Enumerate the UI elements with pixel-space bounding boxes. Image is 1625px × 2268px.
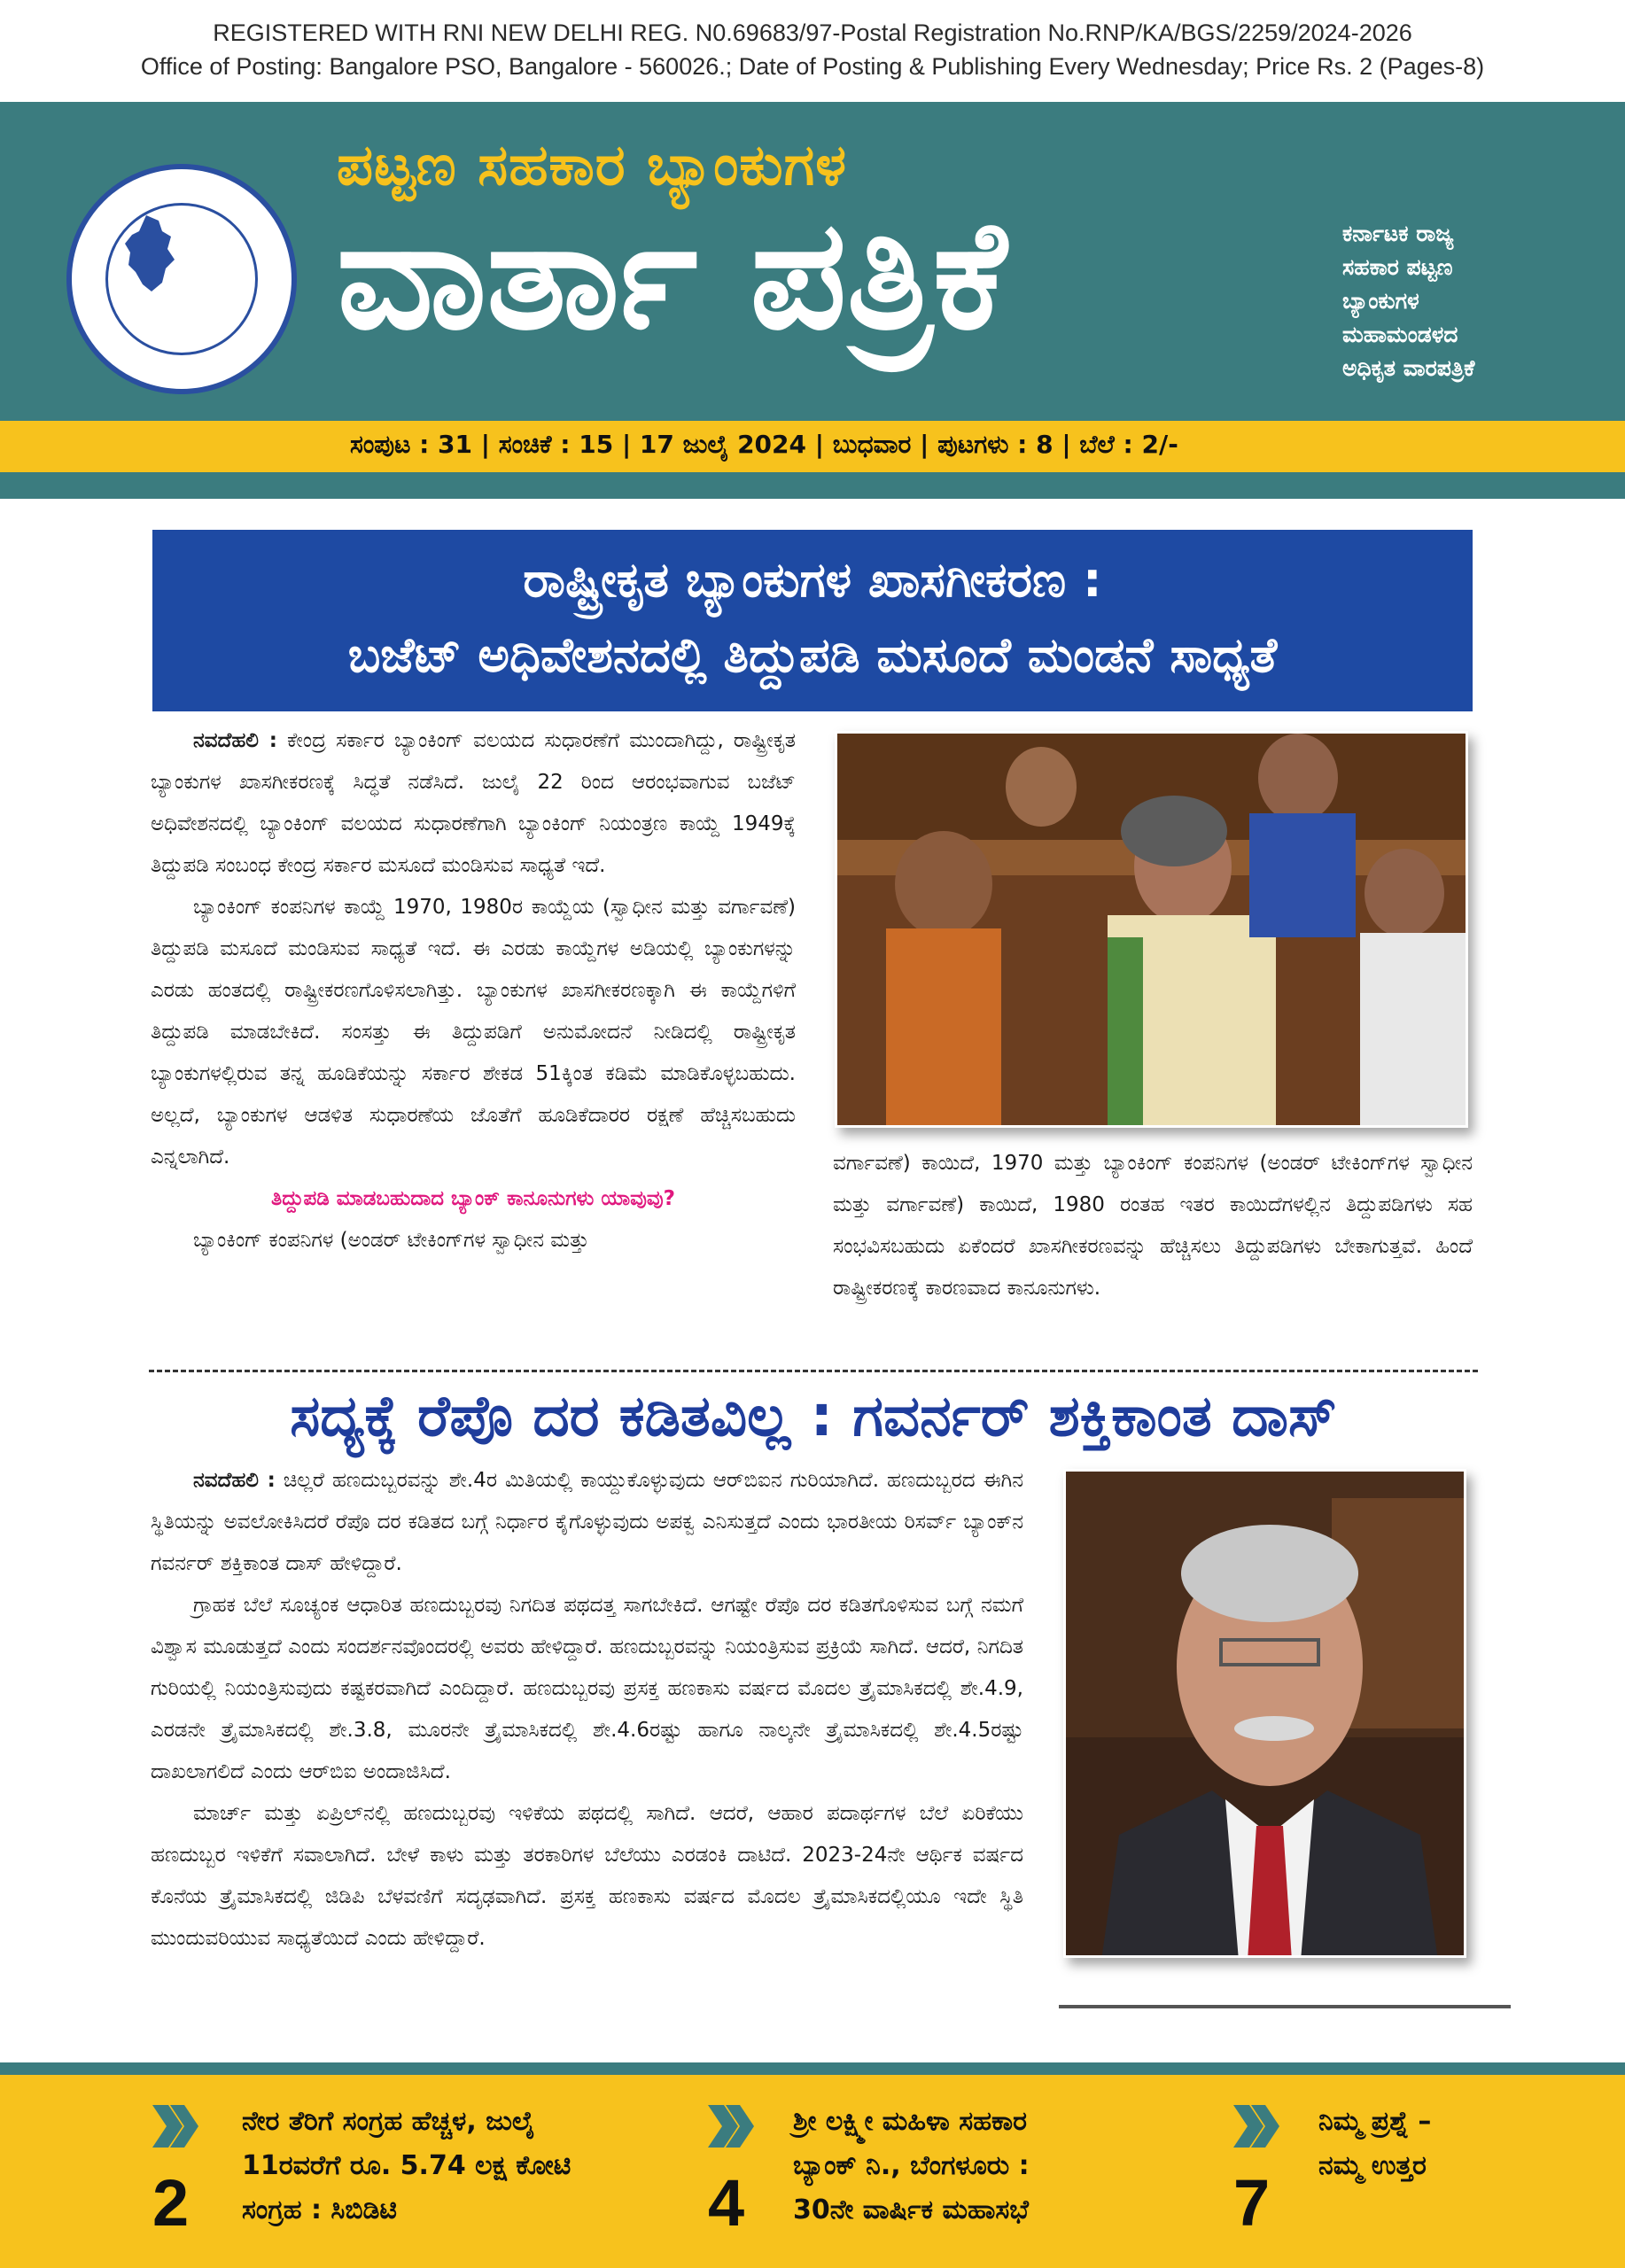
article1-para1: ಕೇಂದ್ರ ಸರ್ಕಾರ ಬ್ಯಾಂಕಿಂಗ್ ವಲಯದ ಸುಧಾರಣೆಗೆ ಮುಂದಾಗಿದ್ದು, ರಾಷ್ಟ್ರೀಕೃತ ಬ್ಯಾಂಕುಗಳ ಖಾಸಗೀಕರಣಕ್ಕೆ ಸಿದ್ಧತೆ ನಡೆಸಿದೆ. ಜುಲೈ 22 ರಿಂದ ಆರಂಭವಾಗುವ ಬಜೆಟ್ ಅಧಿವೇಶನದಲ್ಲಿ ಬ್ಯಾಂಕಿಂಗ್ ವಲಯದ ಸುಧಾರಣೆಗಾಗಿ ಬ್ಯಾಂಕಿಂಗ್ ನಿಯಂತ್ರಣ ಕಾಯ್ದೆ 1949ಕ್ಕೆ ತಿದ್ದುಪಡಿ ಸಂಬಂಧ ಕೇಂದ್ರ ಸರ್ಕಾರ ಮಸೂದೆ ಮಂಡಿಸುವ ಸಾಧ್ಯತೆ ಇದೆ. [151, 729, 796, 877]
teaser-line: 11ರವರೆಗೆ ರೂ. 5.74 ಲಕ್ಷ ಕೋಟಿ [242, 2150, 571, 2181]
section-divider [149, 1370, 1478, 1372]
governor-photo [1063, 1469, 1466, 1958]
article1-dateline: ನವದೆಹಲಿ : [193, 729, 277, 752]
article1-column-left [151, 720, 796, 1262]
article2-para1: ಚಿಲ್ಲರೆ ಹಣದುಬ್ಬರವನ್ನು ಶೇ.4ರ ಮಿತಿಯಲ್ಲಿ ಕಾಯ್ದುಕೊಳ್ಳುವುದು ಆರ್‌ಬಿಐನ ಗುರಿಯಾಗಿದೆ. ಹಣದುಬ್ಬರದ ಈಗಿನ ಸ್ಥಿತಿಯನ್ನು ಅವಲೋಕಿಸಿದರೆ ರೆಪೊ ದರ ಕಡಿತದ ಬಗ್ಗೆ ನಿರ್ಧಾರ ಕೈಗೊಳ್ಳುವುದು ಅಪಕ್ವ ಎನಿಸುತ್ತದೆ ಎಂದು ಭಾರತೀಯ ರಿಸರ್ವ್ ಬ್ಯಾಂಕ್‌ನ ಗವರ್ನರ್ ಶಕ್ತಿಕಾಂತ ದಾಸ್ ಹೇಳಿದ್ದಾರೆ. [151, 1469, 1023, 1575]
right-info-line: ಬ್ಯಾಂಕುಗಳ [1342, 288, 1419, 314]
right-info-line: ಕರ್ನಾಟಕ ರಾಜ್ಯ [1342, 221, 1454, 246]
teaser-line: ನೇರ ತೆರಿಗೆ ಸಂಗ್ರಹ ಹೆಚ್ಚಳ, ಜುಲೈ [242, 2106, 535, 2137]
article1-headline-line1: ರಾಷ್ಟ್ರೀಕೃತ ಬ್ಯಾಂಕುಗಳ ಖಾಸಗೀಕರಣ : [523, 552, 1102, 608]
teaser-line: ನಮ್ಮ ಉತ್ತರ [1318, 2150, 1427, 2181]
issue-info-text: ಸಂಪುಟ : 31 | ಸಂಚಿಕೆ : 15 | 17 ಜುಲೈ 2024 | ಬುಧವಾರ | ಪುಟಗಳು : 8 | ಬೆಲೆ : 2/- [350, 430, 1178, 459]
teaser-line: ಬ್ಯಾಂಕ್ ನಿ., ಬೆಂಗಳೂರು : [793, 2150, 1030, 2181]
registration-line-1: REGISTERED WITH RNI NEW DELHI REG. N0.69683/97-Postal Registration No.RNP/KA/BGS/2259/2024-2026 [213, 19, 1412, 46]
teaser-page-number: 7 [1233, 2166, 1271, 2240]
footer-teasers [0, 2075, 1625, 2268]
teaser-line: ಶ್ರೀ ಲಕ್ಷ್ಮೀ ಮಹಿಳಾ ಸಹಕಾರ [793, 2106, 1027, 2137]
article1-para2: ಬ್ಯಾಂಕಿಂಗ್ ಕಂಪನಿಗಳ ಕಾಯ್ದೆ 1970, 1980ರ ಕಾಯ್ದೆಯ (ಸ್ವಾಧೀನ ಮತ್ತು ವರ್ಗಾವಣೆ) ತಿದ್ದುಪಡಿ ಮಸೂದೆ ಮಂಡಿಸುವ ಸಾಧ್ಯತೆ ಇದೆ. ಈ ಎರಡು ಕಾಯ್ದೆಗಳ ಅಡಿಯಲ್ಲಿ ಬ್ಯಾಂಕುಗಳನ್ನು ಎರಡು ಹಂತದಲ್ಲಿ ರಾಷ್ಟ್ರೀಕರಣಗೊಳಿಸಲಾಗಿತ್ತು. ಬ್ಯಾಂಕುಗಳ ಖಾಸಗೀಕರಣಕ್ಕಾಗಿ ಈ ಕಾಯ್ದೆಗಳಿಗೆ ತಿದ್ದುಪಡಿ ಮಾಡಬೇಕಿದೆ. ಸಂಸತ್ತು ಈ ತಿದ್ದುಪಡಿಗೆ ಅನುಮೋದನೆ ನೀಡಿದಲ್ಲಿ ರಾಷ್ಟ್ರೀಕೃತ ಬ್ಯಾಂಕುಗಳಲ್ಲಿರುವ ತನ್ನ ಹೂಡಿಕೆಯನ್ನು ಸರ್ಕಾರ ಶೇಕಡ 51ಕ್ಕಿಂತ ಕಡಿಮೆ ಮಾಡಿಕೊಳ್ಳಬಹುದು. ಅಲ್ಲದೆ, ಬ್ಯಾಂಕುಗಳ ಆಡಳಿತ ಸುಧಾರಣೆಯ ಜೊತೆಗೆ ಹೂಡಿಕೆದಾರರ ರಕ್ಷಣೆ ಹೆಚ್ಚಿಸಬಹುದು ಎನ್ನಲಾಗಿದೆ. [151, 896, 796, 1169]
article2-dateline: ನವದೆಹಲಿ : [193, 1469, 276, 1492]
article1-para3-continued: ವರ್ಗಾವಣೆ) ಕಾಯಿದೆ, 1970 ಮತ್ತು ಬ್ಯಾಂಕಿಂಗ್ ಕಂಪನಿಗಳ (ಅಂಡರ್ ಟೇಕಿಂಗ್‌ಗಳ ಸ್ವಾಧೀನ ಮತ್ತು ವರ್ಗಾವಣೆ) ಕಾಯಿದೆ, 1980 ರಂತಹ ಇತರ ಕಾಯಿದೆಗಳಲ್ಲಿನ ತಿದ್ದುಪಡಿಗಳು ಸಹ ಸಂಭವಿಸಬಹುದು ಏಕೆಂದರೆ ಖಾಸಗೀಕರಣವನ್ನು ಹೆಚ್ಚಿಸಲು ತಿದ್ದುಪಡಿಗಳು ಬೇಕಾಗುತ್ತವೆ. ಹಿಂದೆ ರಾಷ್ಟ್ರೀಕರಣಕ್ಕೆ ಕಾರಣವಾದ ಕಾನೂನುಗಳು. [833, 1152, 1473, 1300]
article1-subhead: ತಿದ್ದುಪಡಿ ಮಾಡಬಹುದಾದ ಬ್ಯಾಂಕ್ ಕಾನೂನುಗಳು ಯಾವುವು? [271, 1187, 675, 1210]
article1-headline-box [152, 530, 1473, 711]
article2-headline: ಸದ್ಯಕ್ಕೆ ರೆಪೊ ದರ ಕಡಿತವಿಲ್ಲ : ಗವರ್ನರ್ ಶಕ್ತಿಕಾಂತ ದಾಸ್ [290, 1384, 1337, 1449]
parliament-photo-image [837, 734, 1468, 1128]
right-info-line: ಸಹಕಾರ ಪಟ್ಟಣ [1342, 254, 1453, 280]
double-chevron-icon [149, 2100, 202, 2153]
footer-teal-strip [0, 2062, 1625, 2075]
masthead-right-info [1342, 217, 1590, 385]
article1-column-right [833, 1143, 1473, 1309]
masthead [0, 102, 1625, 421]
teaser-page-7[interactable] [1230, 2075, 1584, 2268]
teaser-text [793, 2100, 1030, 2233]
article2-column [151, 1460, 1023, 1960]
double-chevron-icon [1230, 2100, 1283, 2153]
masthead-title: ವಾರ್ತಾ ಪತ್ರಿಕೆ [337, 186, 1007, 363]
teaser-page-2[interactable] [149, 2075, 645, 2268]
teaser-page-4[interactable] [704, 2075, 1165, 2268]
double-chevron-icon [704, 2100, 758, 2153]
article1-para3: ಬ್ಯಾಂಕಿಂಗ್ ಕಂಪನಿಗಳ (ಅಂಡರ್ ಟೇಕಿಂಗ್‌ಗಳ ಸ್ವಾಧೀನ ಮತ್ತು [193, 1229, 589, 1252]
article2-para2: ಗ್ರಾಹಕ ಬೆಲೆ ಸೂಚ್ಯಂಕ ಆಧಾರಿತ ಹಣದುಬ್ಬರವು ನಿಗದಿತ ಪಥದತ್ತ ಸಾಗಬೇಕಿದೆ. ಆಗಷ್ಟೇ ರೆಪೊ ದರ ಕಡಿತಗೊಳಿಸುವ ಬಗ್ಗೆ ನಮಗೆ ವಿಶ್ವಾಸ ಮೂಡುತ್ತದೆ ಎಂದು ಸಂದರ್ಶನವೊಂದರಲ್ಲಿ ಅವರು ಹೇಳಿದ್ದಾರೆ. ಹಣದುಬ್ಬರವನ್ನು ನಿಯಂತ್ರಿಸುವ ಪ್ರಕ್ರಿಯೆ ಸಾಗಿದೆ. ಆದರೆ, ನಿಗದಿತ ಗುರಿಯಲ್ಲಿ ನಿಯಂತ್ರಿಸುವುದು ಕಷ್ಟಕರವಾಗಿದೆ ಎಂದಿದ್ದಾರೆ. ಹಣದುಬ್ಬರವು ಪ್ರಸಕ್ತ ಹಣಕಾಸು ವರ್ಷದ ಮೊದಲ ತ್ರೈಮಾಸಿಕದಲ್ಲಿ ಶೇ.4.9, ಎರಡನೇ ತ್ರೈಮಾಸಿಕದಲ್ಲಿ ಶೇ.3.8, ಮೂರನೇ ತ್ರೈಮಾಸಿಕದಲ್ಲಿ ಶೇ.4.6ರಷ್ಟು ಹಾಗೂ ನಾಲ್ಕನೇ ತ್ರೈಮಾಸಿಕದಲ್ಲಿ ಶೇ.4.5ರಷ್ಟು ದಾಖಲಾಗಲಿದೆ ಎಂದು ಆರ್‌ಬಿಐ ಅಂದಾಜಿಸಿದೆ. [151, 1594, 1023, 1783]
governor-photo-image [1066, 1472, 1466, 1958]
article2-para3: ಮಾರ್ಚ್ ಮತ್ತು ಏಪ್ರಿಲ್‌ನಲ್ಲಿ ಹಣದುಬ್ಬರವು ಇಳಿಕೆಯ ಪಥದಲ್ಲಿ ಸಾಗಿದೆ. ಆದರೆ, ಆಹಾರ ಪದಾರ್ಥಗಳ ಬೆಲೆ ಏರಿಕೆಯು ಹಣದುಬ್ಬರ ಇಳಿಕೆಗೆ ಸವಾಲಾಗಿದೆ. ಬೇಳೆ ಕಾಳು ಮತ್ತು ತರಕಾರಿಗಳ ಬೆಲೆಯು ಎರಡಂಕಿ ದಾಟಿದೆ. 2023-24ನೇ ಆರ್ಥಿಕ ವರ್ಷದ ಕೊನೆಯ ತ್ರೈಮಾಸಿಕದಲ್ಲಿ ಜಿಡಿಪಿ ಬೆಳವಣಿಗೆ ಸದೃಢವಾಗಿದೆ. ಪ್ರಸಕ್ತ ಹಣಕಾಸು ವರ್ಷದ ಮೊದಲ ತ್ರೈಮಾಸಿಕದಲ್ಲಿಯೂ ಇದೇ ಸ್ಥಿತಿ ಮುಂದುವರಿಯುವ ಸಾಧ್ಯತೆಯಿದೆ ಎಂದು ಹೇಳಿದ್ದಾರೆ. [151, 1802, 1023, 1950]
teal-divider-bar [0, 472, 1625, 499]
teaser-line: ನಿಮ್ಮ ಪ್ರಶ್ನೆ – [1318, 2106, 1432, 2137]
masthead-subtitle: ಪಟ್ಟಣ ಸಹಕಾರ ಬ್ಯಾಂಕುಗಳ [337, 133, 847, 198]
teaser-line: 30ನೇ ವಾರ್ಷಿಕ ಮಹಾಸಭೆ [793, 2194, 1029, 2225]
right-info-line: ಅಧಿಕೃತ ವಾರಪತ್ರಿಕೆ [1342, 355, 1475, 381]
right-info-line: ಮಹಾಮಂಡಳದ [1342, 322, 1458, 347]
issue-info-strip [0, 421, 1625, 472]
photo-underline [1059, 2005, 1511, 2008]
parliament-photo [835, 731, 1468, 1128]
federation-logo [66, 164, 297, 394]
teaser-text [1318, 2100, 1431, 2188]
karnataka-map-icon [120, 214, 182, 293]
teaser-page-number: 2 [152, 2166, 190, 2240]
teaser-line: ಸಂಗ್ರಹ : ಸಿಬಿಡಿಟಿ [242, 2194, 397, 2225]
teaser-page-number: 4 [708, 2166, 745, 2240]
article1-headline-line2: ಬಜೆಟ್ ಅಧಿವೇಶನದಲ್ಲಿ ತಿದ್ದುಪಡಿ ಮಸೂದೆ ಮಂಡನೆ ಸಾಧ್ಯತೆ [347, 627, 1278, 683]
registration-line-2: Office of Posting: Bangalore PSO, Bangalore - 560026.; Date of Posting & Publishing Every Wednesday; Price Rs. 2 (Pages-8) [140, 53, 1485, 80]
teaser-text [242, 2100, 571, 2233]
